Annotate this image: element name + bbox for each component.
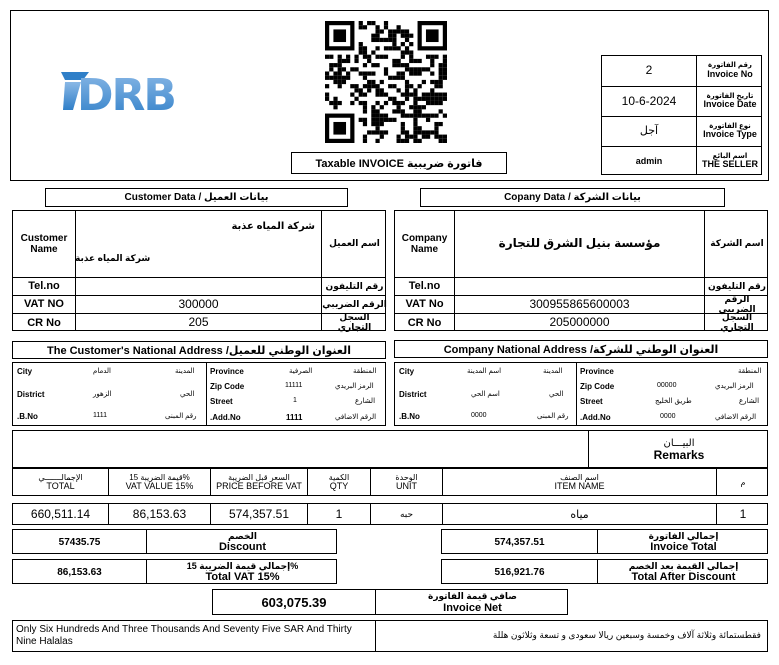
- row-total: 660,511.14: [30, 507, 91, 522]
- company-tel-label-ar: رقم التليفون: [708, 280, 766, 291]
- after-discount-label: إجمالي القيمة بعد الخصم Total After Discount: [628, 560, 739, 584]
- customer-name-label-ar: اسم العميل: [329, 238, 380, 249]
- customer-address-title: The Customer's National Address /العنوان الوطني للعميل: [12, 341, 386, 359]
- col-price: السعر قبل الضريبة PRICE BEFORE VAT: [216, 472, 302, 492]
- customer-tel-value: [76, 278, 321, 295]
- customer-data-table: [12, 210, 386, 331]
- discount-box: [12, 529, 337, 554]
- customer-vat-label-ar: الرقم الضريبي: [322, 298, 387, 309]
- invoice-net-value: 603,075.39: [261, 594, 327, 610]
- invoice-date-value: 10-6-2024: [621, 93, 677, 108]
- customer-name-value: شركة المياه عذبة: [231, 221, 315, 232]
- after-discount-box: [441, 559, 768, 584]
- company-vat-label-ar: الرقم الضريبي: [718, 293, 756, 314]
- col-vat: قيمة الضريبة 15% VAT VALUE 15%: [125, 472, 194, 492]
- company-vat-label-en: VAT No: [405, 298, 444, 311]
- total-vat-label: إجمالي قيمة الضريبة 15% Total VAT 15%: [186, 560, 299, 584]
- customer-cr-value: 205: [188, 315, 209, 330]
- drb-logo-icon: [59, 66, 185, 118]
- customer-tel-label-ar: رقم التليفون: [325, 280, 384, 291]
- amount-in-words: [12, 620, 768, 652]
- svg-text:DRB: DRB: [77, 70, 175, 118]
- row-no: 1: [739, 507, 747, 522]
- customer-vat-value: 300000: [178, 296, 219, 311]
- company-tel-value: [455, 278, 704, 295]
- row-qty: 1: [335, 507, 343, 522]
- company-address-table: City اسم المدينة المدينة District اسم الحي الحي .B.No 0000 رقم المبنى Province المنطقة Zip Code 00000 الرمز البريدي Street طريق الخليج الشارع .Add.No 0000 الرقم الاضافي: [394, 362, 768, 426]
- customer-tel-label-en: Tel.no: [28, 280, 60, 293]
- company-name-label-en: Company Name: [401, 233, 448, 255]
- remarks-box: [12, 430, 768, 468]
- invoice-net-box: [212, 589, 568, 615]
- col-total: الإجمالـــــــي TOTAL: [38, 472, 83, 492]
- qr-code: [325, 21, 447, 143]
- col-qty: الكمية QTY: [328, 472, 350, 492]
- customer-section-title: Customer Data / بيانات العميل: [45, 188, 348, 207]
- remarks-label: البيـــان Remarks: [653, 437, 705, 462]
- seller-label: اسم البائع THE SELLER: [701, 152, 758, 170]
- invoice-no-label: رقم الفاتورة Invoice No: [707, 62, 753, 79]
- row-price: 574,357.51: [228, 507, 290, 522]
- company-cr-value: 205000000: [549, 315, 610, 330]
- invoice-net-label: صافي قيمة الفاتورة Invoice Net: [428, 591, 517, 614]
- invoice-type-value: آجل: [639, 125, 659, 138]
- discount-value: 57435.75: [58, 537, 101, 548]
- seller-value: admin: [635, 155, 663, 166]
- row-vat: 86,153.63: [132, 507, 187, 522]
- invoice-total-label: إجمالي الفاتورة Invoice Total: [648, 530, 719, 554]
- company-tel-label-en: Tel.no: [408, 280, 441, 293]
- company-logo: [59, 66, 185, 118]
- amount-words-ar: فقطستمائة وثلاثة آلاف وخمسة وسبعين ريالا سعودى و تسعة وثلاثون هللة: [492, 630, 761, 640]
- amount-words-en: Only Six Hundreds And Three Thousands And Seventy Five SAR And Thirty Nine Halalas: [16, 624, 352, 647]
- table-row: [12, 503, 768, 525]
- qr-code-icon: [325, 21, 447, 143]
- customer-vat-label-en: VAT NO: [24, 298, 64, 311]
- customer-address-table: City الدمام المدينة District الزهور الحي .B.No 1111 رقم المبنى Province الصرفية المنطقة Zip Code 11111 الرمز البريدي Street 1 الشارع .Add.No 1111 الرقم الاضافي: [12, 362, 386, 426]
- company-name-value: مؤسسة بنيل الشرق للتجارة: [498, 236, 661, 251]
- row-unit: حبه: [399, 509, 414, 520]
- customer-name-line2: شركة المياه عذبة: [75, 253, 151, 263]
- invoice-total-value: 574,357.51: [494, 537, 545, 548]
- row-item-name: مياه: [570, 508, 589, 521]
- customer-name-label-en: Customer Name: [20, 233, 68, 255]
- company-address-title: Company National Address /العنوان الوطني للشركة: [394, 340, 768, 358]
- invoice-meta-table: [601, 55, 762, 175]
- invoice-header: [10, 10, 769, 181]
- customer-cr-label-en: CR No: [27, 316, 61, 329]
- invoice-type-title: Taxable INVOICE فاتورة ضريبية: [291, 152, 507, 174]
- discount-label: الخصم Discount: [218, 530, 267, 554]
- invoice-date-label: تاريخ الفاتورة Invoice Date: [703, 92, 757, 110]
- company-section-title: Copany Data / بيانات الشركة: [420, 188, 725, 207]
- company-cr-label-en: CR No: [407, 316, 442, 329]
- company-name-label-ar: اسم الشركة: [710, 238, 764, 249]
- col-unit: الوحدة UNIT: [395, 472, 418, 492]
- invoice-type-label: نوع الفاتورة Invoice Type: [703, 122, 757, 140]
- company-cr-label-ar: السجل التجاري: [720, 312, 754, 332]
- items-table-header: [12, 468, 768, 496]
- invoice-no-value: 2: [645, 63, 653, 78]
- after-discount-value: 516,921.76: [494, 567, 545, 578]
- col-no: م: [740, 477, 746, 487]
- company-vat-value: 300955865600003: [529, 296, 630, 311]
- company-data-table: [394, 210, 768, 331]
- invoice-total-box: [441, 529, 768, 554]
- col-item-name: اسم الصنف ITEM NAME: [554, 472, 605, 492]
- total-vat-box: [12, 559, 337, 584]
- customer-cr-label-ar: السجل التجاري: [337, 312, 372, 332]
- total-vat-value: 86,153.63: [57, 567, 102, 578]
